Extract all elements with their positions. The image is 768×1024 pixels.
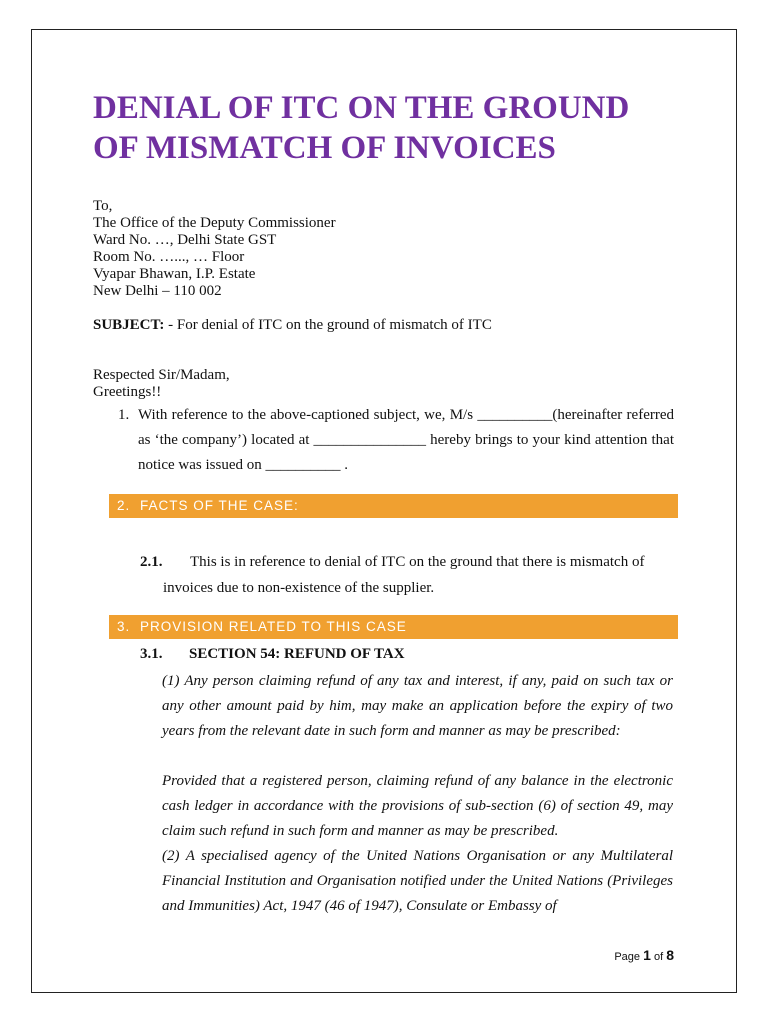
greetings: Greetings!! xyxy=(93,384,162,400)
paragraph-2-1 xyxy=(140,549,674,601)
section-number: 2. xyxy=(117,498,131,513)
provision-paragraph: (2) A specialised agency of the United Nations Organisation or any Multilateral Financial Institution and Organisation notified under the United Nations (Privileges and Immunities) Act, 1947 (46 of 1947), Consulate or Embassy of xyxy=(162,848,673,914)
subject-line xyxy=(93,317,492,334)
paragraph-number: 1. xyxy=(118,407,130,423)
paragraph-text: This is in reference to denial of ITC on the ground that there is mismatch of xyxy=(190,554,645,570)
address-block xyxy=(93,198,336,300)
section-heading-facts xyxy=(109,494,678,518)
address-line: The Office of the Deputy Commissioner xyxy=(93,215,336,231)
subsection-number: 3.1. xyxy=(140,646,163,662)
subject-text: - For denial of ITC on the ground of mismatch of ITC xyxy=(164,317,492,333)
provision-paragraph: (1) Any person claiming refund of any tax and interest, if any, paid on such tax or any other amount paid by him, may make an application before the expiry of two years from the relevant date in such form and manner as may be prescribed: xyxy=(162,673,673,739)
section-number: 3. xyxy=(117,619,131,634)
total-pages: 8 xyxy=(666,947,674,963)
paragraph-number: 2.1. xyxy=(140,554,163,570)
subject-label: SUBJECT: xyxy=(93,317,165,333)
current-page: 1 xyxy=(643,947,651,963)
subsection-heading xyxy=(140,646,405,663)
address-line: To, xyxy=(93,198,113,214)
address-line: New Delhi – 110 002 xyxy=(93,283,222,299)
document-title xyxy=(93,88,693,168)
address-line: Ward No. …, Delhi State GST xyxy=(93,232,277,248)
section-title: FACTS OF THE CASE: xyxy=(140,498,299,513)
page-number-footer xyxy=(614,947,674,963)
section-title: PROVISION RELATED TO THIS CASE xyxy=(140,619,407,634)
section-heading-provision xyxy=(109,615,678,639)
paragraph-1 xyxy=(118,403,674,478)
greeting-block xyxy=(93,367,230,401)
salutation: Respected Sir/Madam, xyxy=(93,367,230,383)
title-line-1: DENIAL OF ITC ON THE GROUND xyxy=(93,90,630,126)
subsection-title: SECTION 54: REFUND OF TAX xyxy=(189,646,405,662)
provision-paragraph: Provided that a registered person, claiming refund of any balance in the electronic cash ledger in accordance with the provisions of sub-section (6) of section 49, may claim such refund in such form and manner as may be prescribed. xyxy=(162,773,673,839)
paragraph-text: With reference to the above-captioned subject, we, M/s __________(hereinafter referred as ‘the company’) located at _______________ hereby brings to your kind attention that notice was issued on __________ . xyxy=(138,407,674,473)
provision-text xyxy=(162,669,673,919)
page-word: Page xyxy=(614,951,641,963)
address-line: Room No. …..., … Floor xyxy=(93,249,245,265)
address-line: Vyapar Bhawan, I.P. Estate xyxy=(93,266,256,282)
of-word: of xyxy=(653,951,664,963)
paragraph-text-continued: invoices due to non-existence of the supplier. xyxy=(163,580,435,596)
title-line-2: OF MISMATCH OF INVOICES xyxy=(93,130,556,166)
